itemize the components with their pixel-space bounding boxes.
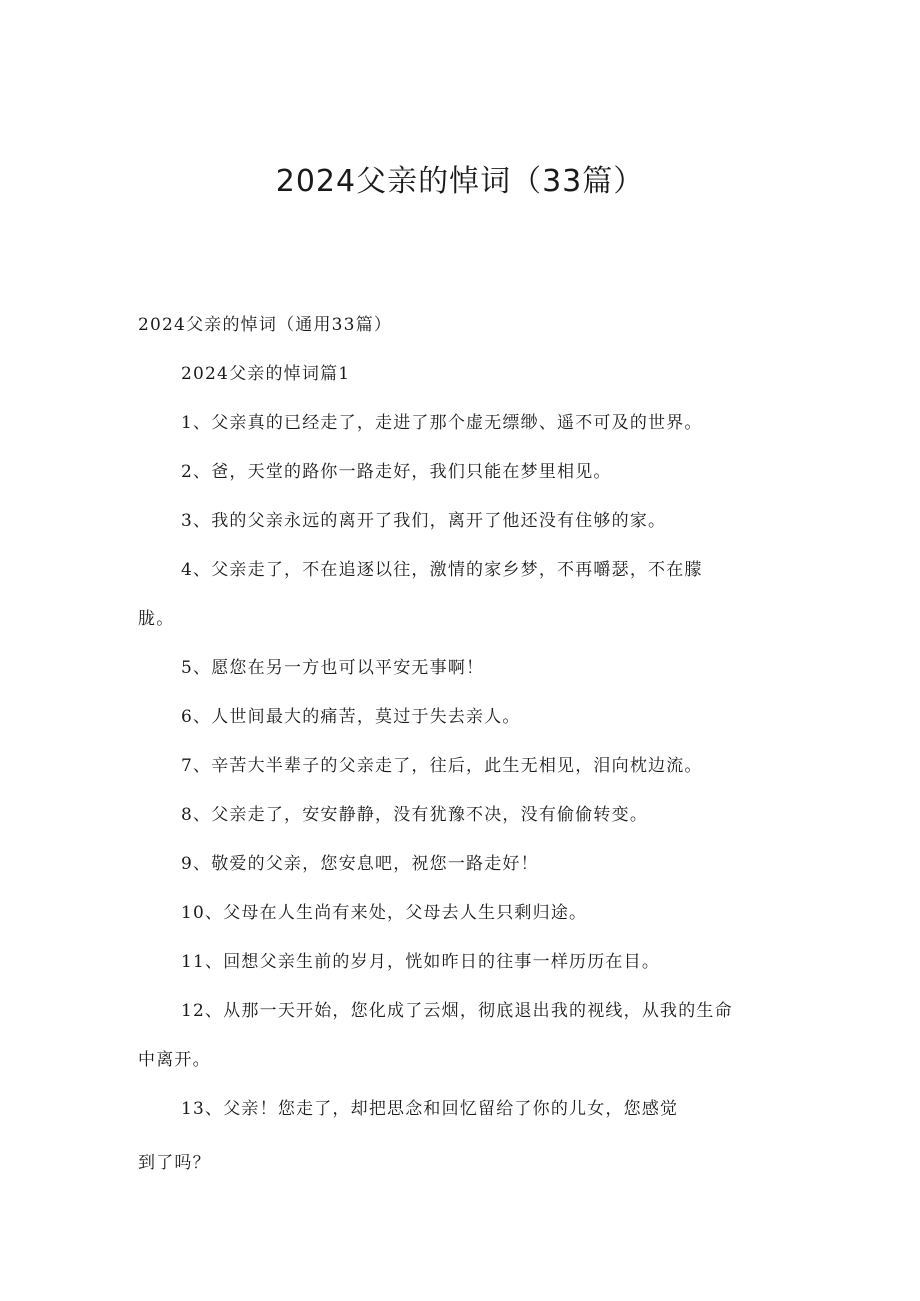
paragraph-line: 3、我的父亲永远的离开了我们，离开了他还没有住够的家。 (181, 511, 667, 531)
paragraph-line: 1、父亲真的已经走了，走进了那个虚无缥缈、遥不可及的世界。 (181, 413, 703, 433)
paragraph-line: 12、从那一天开始，您化成了云烟，彻底退出我的视线，从我的生命 (181, 1001, 733, 1021)
paragraph-line: 8、父亲走了，安安静静，没有犹豫不决，没有偷偷转变。 (181, 805, 649, 825)
paragraph-line: 7、辛苦大半辈子的父亲走了，往后，此生无相见，泪向枕边流。 (181, 756, 703, 776)
paragraph-line: 5、愿您在另一方也可以平安无事啊！ (181, 658, 485, 678)
document-title: 2024父亲的悼词（33篇） (275, 164, 645, 199)
paragraph-line: 10、父母在人生尚有来处，父母去人生只剩归途。 (181, 903, 588, 923)
paragraph-line: 9、敬爱的父亲，您安息吧，祝您一路走好！ (181, 854, 539, 874)
paragraph-line: 13、父亲！您走了，却把思念和回忆留给了你的儿女，您感觉 (181, 1099, 679, 1119)
paragraph-line: 4、父亲走了，不在追逐以往，激情的家乡梦，不再嚼瑟，不在朦 (181, 560, 703, 580)
paragraph-line: 6、人世间最大的痛苦，莫过于失去亲人。 (181, 707, 521, 727)
paragraph-line-continuation: 中离开。 (138, 1050, 211, 1070)
document-subtitle: 2024父亲的悼词（通用33篇） (138, 315, 393, 335)
paragraph-line-continuation: 胧。 (138, 609, 175, 629)
paragraph-line-continuation: 到了吗？ (138, 1153, 211, 1173)
paragraph-line: 2、爸，天堂的路你一路走好，我们只能在梦里相见。 (181, 462, 612, 482)
paragraph-line: 11、回想父亲生前的岁月，恍如昨日的往事一样历历在目。 (181, 952, 661, 972)
section-heading: 2024父亲的悼词篇1 (181, 364, 351, 384)
